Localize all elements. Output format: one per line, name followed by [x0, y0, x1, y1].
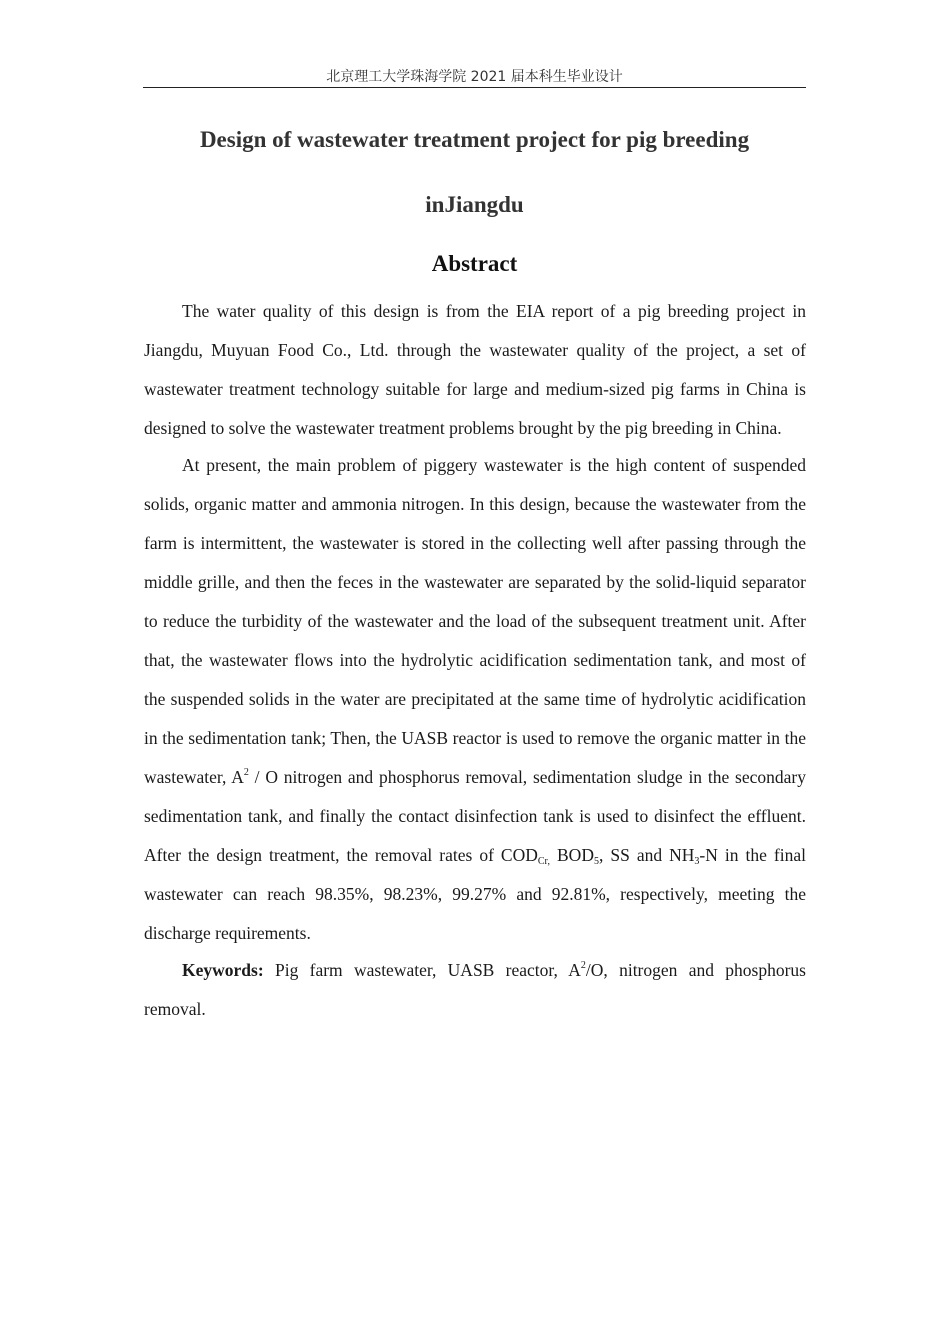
- abstract-paragraph-1: The water quality of this design is from the EIA report of a pig breeding project in Jiangdu, Muyuan Food Co., Ltd. through the wastewater quality of the project, a set of wastewater treatment technology suitable for large and medium-sized pig farms in China is designed to solve the wastewater treatment problems brought by the pig breeding in China.: [144, 301, 806, 438]
- keywords-superscript: 2: [580, 960, 586, 971]
- p2-text-2: / O nitrogen and phosphorus removal, sedimentation sludge in the secondary sedimentation tank, and finally the contact disinfection tank is used to disinfect the effluent. After the design treatment, the removal rates of COD: [144, 767, 806, 865]
- p2-subscript-3: 3: [694, 856, 700, 867]
- thesis-title-line-2: inJiangdu: [425, 192, 524, 217]
- p2-subscript-cr: Cr,: [537, 856, 550, 867]
- p2-subscript-5: 5: [593, 856, 599, 867]
- keywords-text-1: Pig farm wastewater, UASB reactor, A: [263, 960, 581, 980]
- abstract-heading: Abstract: [431, 251, 518, 276]
- header-rule: [143, 87, 806, 88]
- p2-text-5: -N in the final wastewater can reach 98.35%, 98.23%, 99.27% and 92.81%, respectively, meeting the discharge requirements.: [144, 845, 806, 943]
- page-header: 北京理工大学珠海学院 2021 届本科生毕业设计: [326, 69, 623, 85]
- p2-text-3: BOD: [549, 845, 594, 865]
- abstract-body: [144, 292, 806, 1027]
- thesis-title-line-1: Design of wastewater treatment project for pig breeding: [199, 127, 750, 152]
- keywords-text-2: /O, nitrogen and phosphorus removal.: [144, 960, 806, 1019]
- keywords-label: Keywords:: [182, 960, 264, 980]
- p2-text-1: At present, the main problem of piggery wastewater is the high content of suspended solids, organic matter and ammonia nitrogen. In this design, because the wastewater from the farm is intermittent, the wastewater is stored in the collecting well after passing through the middle grille, and then the feces in the wastewater are separated by the solid-liquid separator to reduce the turbidity of the wastewater and the load of the subsequent treatment unit. After that, the wastewater flows into the hydrolytic acidification sedimentation tank, and most of the suspended solids in the water are precipitated at the same time of hydrolytic acidification in the sedimentation tank; Then, the UASB reactor is used to remove the organic matter in the wastewater, A: [144, 455, 806, 787]
- p2-text-4: , SS and NH: [598, 845, 695, 865]
- p2-superscript: 2: [243, 767, 249, 778]
- keywords-paragraph: [144, 951, 806, 1029]
- abstract-paragraph-2: [144, 446, 806, 953]
